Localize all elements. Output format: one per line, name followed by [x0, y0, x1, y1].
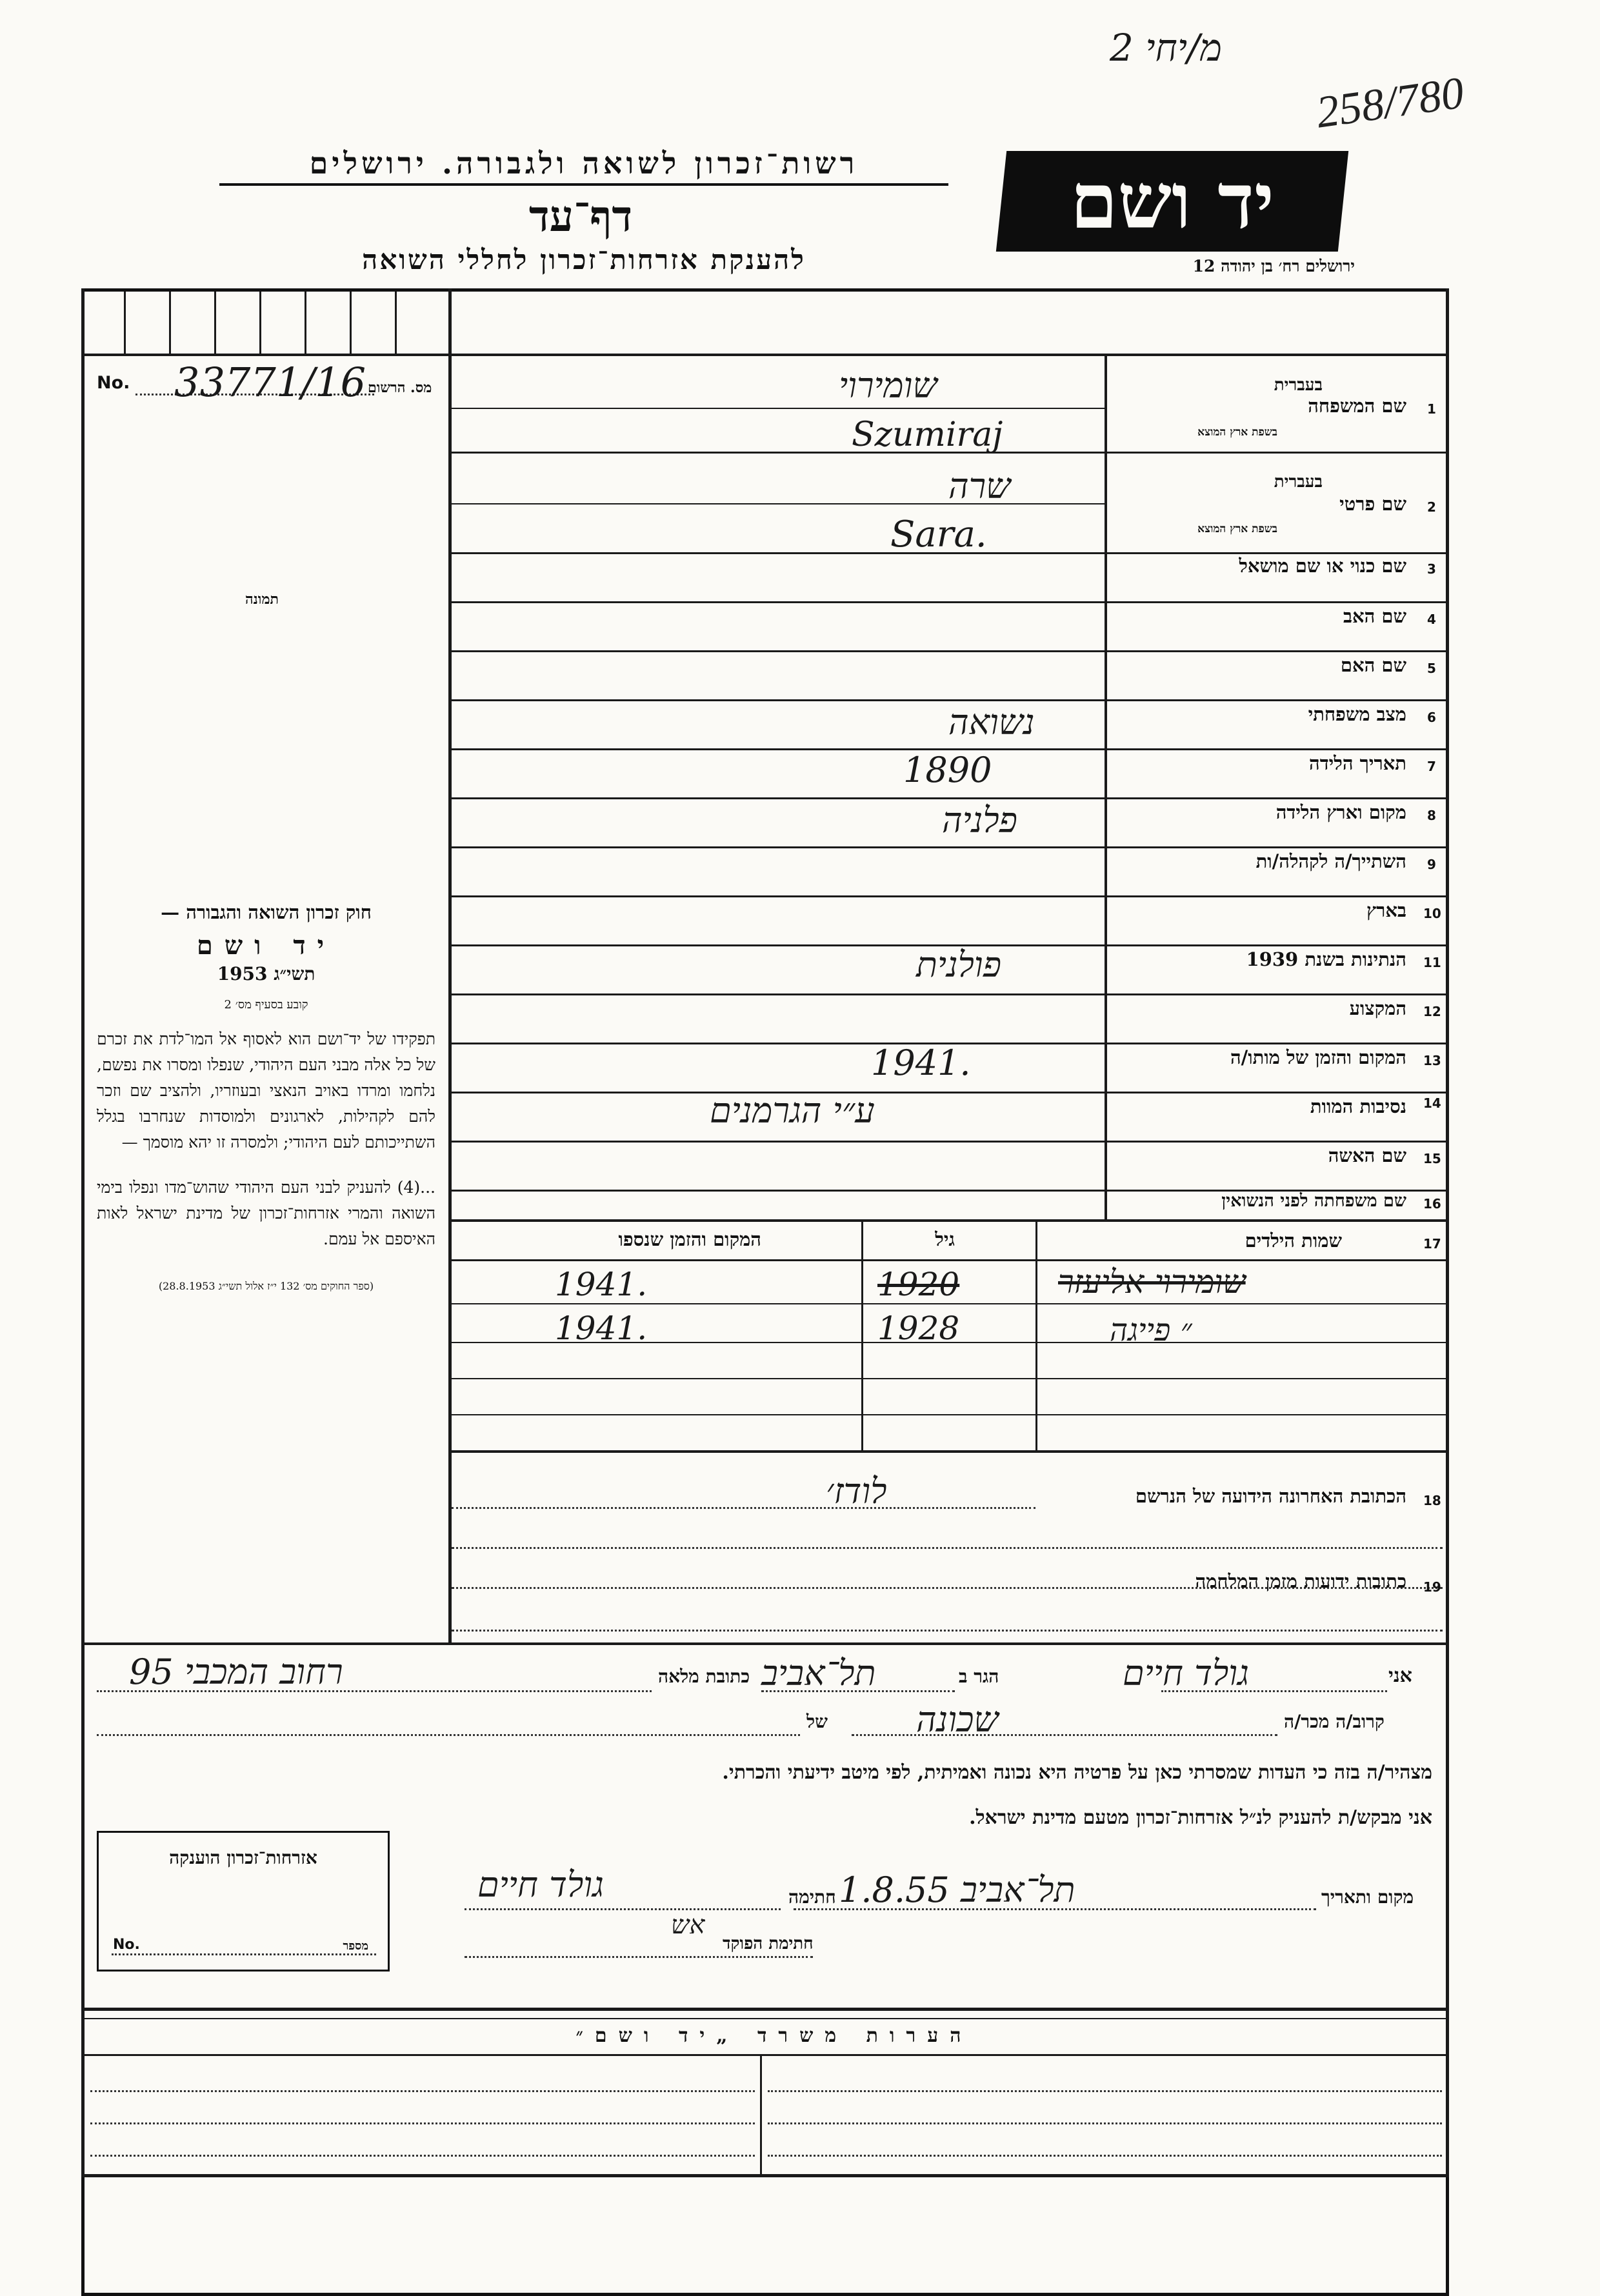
- field-2-value: שרה: [948, 466, 1011, 506]
- form-title: דף־עד: [528, 191, 633, 241]
- field-4-number: 4: [1427, 612, 1436, 627]
- child-2-name: ״ פייגה: [1110, 1312, 1192, 1348]
- field-5-number: 5: [1427, 661, 1436, 676]
- field-6-label: מצב משפחתי: [1308, 703, 1406, 725]
- field-12-number: 12: [1423, 1004, 1441, 1019]
- of-label: של: [806, 1711, 828, 1732]
- field-9-number: 9: [1427, 857, 1436, 872]
- remarks-title: הערות משרד „יד ושם״: [575, 2024, 973, 2047]
- statement-1: מצהיר/ה בזה כי העדות שמסרתי כאן על פרטיה היא נכונה ואמיתית, לפי מיטב ידיעתי והכרתי.: [722, 1761, 1432, 1784]
- field-2-value-origin: Sara.: [890, 514, 987, 555]
- field-8-number: 8: [1427, 808, 1436, 823]
- field-18-value: לודז׳: [826, 1471, 887, 1512]
- field-7-value: 1890: [903, 750, 992, 790]
- field-18-label: הכתובת האחרונה הידועה של הנרשם: [1135, 1485, 1406, 1507]
- law-year: תשי״ג 1953: [217, 963, 315, 984]
- declaration-gar-b: הגר ב: [959, 1666, 999, 1687]
- field-18-number: 18: [1423, 1493, 1441, 1508]
- field-17-number: 17: [1423, 1236, 1441, 1252]
- law-clause: קובע בסעיף מס׳ 2: [224, 998, 308, 1012]
- registry-prefix: No.: [97, 373, 130, 393]
- place-date-label: מקום ותאריך: [1321, 1886, 1414, 1908]
- child-1-age: 1920: [877, 1266, 960, 1303]
- field-3-label: שם כנוי או שם מושאל: [1239, 555, 1406, 577]
- field-10-number: 10: [1423, 906, 1441, 921]
- field-15-label: שם האשה: [1328, 1144, 1406, 1166]
- law-name: יד ושם: [196, 930, 336, 961]
- children-col-place: המקום והזמן שנספו: [618, 1228, 761, 1250]
- field-16-number: 16: [1423, 1196, 1441, 1212]
- award-mispar: מספר: [343, 1939, 368, 1953]
- field-6-value: נשואה: [948, 702, 1035, 743]
- form-subtitle: להענקת אזרחות־זכרון לחללי השואה: [362, 244, 806, 275]
- field-6-number: 6: [1427, 710, 1436, 725]
- declarant-city: תל־אביב: [761, 1653, 876, 1693]
- field-7-label: תאריך הלידה: [1309, 752, 1406, 774]
- relative-label: קרוב/ה מכר/ה: [1284, 1711, 1385, 1732]
- field-14-label: נסיבות המוות: [1310, 1095, 1406, 1117]
- signature-label: חתימה: [788, 1886, 836, 1908]
- field-5-label: שם האם: [1340, 654, 1406, 676]
- field-2-number: 2: [1427, 499, 1436, 515]
- place-date-value: תל־אביב 1.8.55: [839, 1870, 1075, 1910]
- signature-value: גולד חיים: [477, 1864, 604, 1905]
- field-8-value: פלניה: [942, 800, 1017, 841]
- officer-label: חתימת הפוקד: [723, 1934, 814, 1953]
- field-7-number: 7: [1427, 759, 1436, 774]
- field-16-label: שם משפחתה לפני הנשואין: [1221, 1191, 1406, 1211]
- field-13-label: המקום והזמן של מותו/ה: [1230, 1046, 1406, 1068]
- address: ירושלים רח׳ בן יהודה 12: [1192, 257, 1355, 275]
- field-1-sub-bottom: בשפת ארץ המוצא: [1197, 426, 1277, 439]
- field-1-sub-top: בעברית: [1274, 375, 1323, 395]
- award-box: [97, 1831, 390, 1972]
- declarant-address: רחוב המכבי 95: [129, 1652, 343, 1692]
- field-2-sub-bottom: בשפת ארץ המוצא: [1197, 523, 1277, 535]
- field-11-label: הנתינות בשנת 1939: [1246, 948, 1406, 970]
- logo-text: יד ושם: [1070, 156, 1275, 246]
- field-15-number: 15: [1423, 1151, 1441, 1166]
- law-text-2: ...(4) להעניק לבני העם היהודי שהוש־מדו ונפלו בימי השואה והמרי אזרחות־זכרון של מדינת ישראל לאות האיספם אל עמם.: [97, 1178, 435, 1248]
- field-13-number: 13: [1423, 1053, 1441, 1068]
- field-9-label: השתייך/ה לקהלה/ות: [1255, 850, 1406, 872]
- field-19-number: 19: [1423, 1579, 1441, 1595]
- award-no: No.: [113, 1937, 140, 1953]
- field-1-value: שומירוי: [839, 365, 937, 406]
- registry-label: מס. הרשום: [368, 379, 432, 396]
- field-2-label: שם פרטי: [1339, 493, 1406, 515]
- field-4-label: שם האב: [1343, 605, 1406, 627]
- child-1-name: שומירוי אליעזר: [1058, 1263, 1246, 1301]
- law-text-1: תפקידו של יד־ושם הוא לאסוף אל המו־לדת את זכרם של כל אלה מבני העם היהודי, שנפלו ומסרו את נפשם, נלחמו ומרדו באויב הנאצי ובעוזריו, ולהציב שם וזכר להם לקהילות, לארגונים ולמוסדות שנחרבו בגלל השתייכותם לעם היהודי; ולמסרה זו יהא מוסמך —: [97, 1030, 435, 1152]
- law-title: חוק זכרון השואה והגבורה —: [161, 901, 372, 923]
- full-address-label: כתובת מלאה: [658, 1666, 750, 1687]
- children-col-age: גיל: [935, 1228, 955, 1250]
- law-source: (ספר החוקים מס׳ 132 י״ז אלול תשי״ג 28.8.1953): [158, 1280, 374, 1292]
- field-3-number: 3: [1427, 561, 1436, 577]
- declarant-name: גולד חיים: [1123, 1653, 1249, 1693]
- child-2-age: 1928: [877, 1310, 960, 1347]
- yad-vashem-logo: [996, 151, 1348, 252]
- field-11-number: 11: [1423, 955, 1441, 970]
- handwritten-code: מ/יחי 2: [1110, 26, 1223, 70]
- field-8-label: מקום וארץ הלידה: [1275, 801, 1406, 823]
- org-name: רשות־זכרון לשואה ולגבורה. ירושלים: [219, 146, 948, 186]
- handwritten-number: 258/780: [1313, 68, 1467, 138]
- photo-label: תמונה: [245, 591, 279, 608]
- field-1-label: שם המשפחה: [1308, 395, 1406, 417]
- law-block: [97, 900, 435, 1299]
- field-12-label: המקצוע: [1349, 997, 1406, 1019]
- field-19-label: כתובות ידועות מזמן המלחמה: [1195, 1570, 1406, 1592]
- field-2-sub-top: בעברית: [1274, 472, 1323, 492]
- field-14-value: ע״י הגרמנים: [710, 1090, 875, 1131]
- relative-value: שכונה: [916, 1699, 999, 1740]
- field-10-label: בארץ: [1366, 899, 1406, 921]
- field-14-number: 14: [1423, 1095, 1441, 1111]
- declaration-ani: אני: [1388, 1664, 1412, 1687]
- award-title: אזרחות־זכרון הוענקה: [169, 1847, 317, 1868]
- child-2-place: 1941.: [555, 1310, 648, 1347]
- registry-value: 33771/16: [174, 359, 366, 406]
- field-1-value-origin: Szumiraj: [852, 415, 1003, 454]
- child-1-place: 1941.: [555, 1266, 648, 1303]
- field-13-value: 1941.: [871, 1043, 971, 1083]
- field-11-value: פולנית: [916, 944, 1002, 985]
- statement-2: אני מבקש/ת להעניק לנ״ל אזרחות־זכרון מטעם מדינת ישראל.: [969, 1806, 1432, 1829]
- officer-signature: אש: [671, 1910, 705, 1940]
- field-1-number: 1: [1427, 401, 1436, 417]
- children-col-names: שמות הילדים: [1245, 1230, 1342, 1252]
